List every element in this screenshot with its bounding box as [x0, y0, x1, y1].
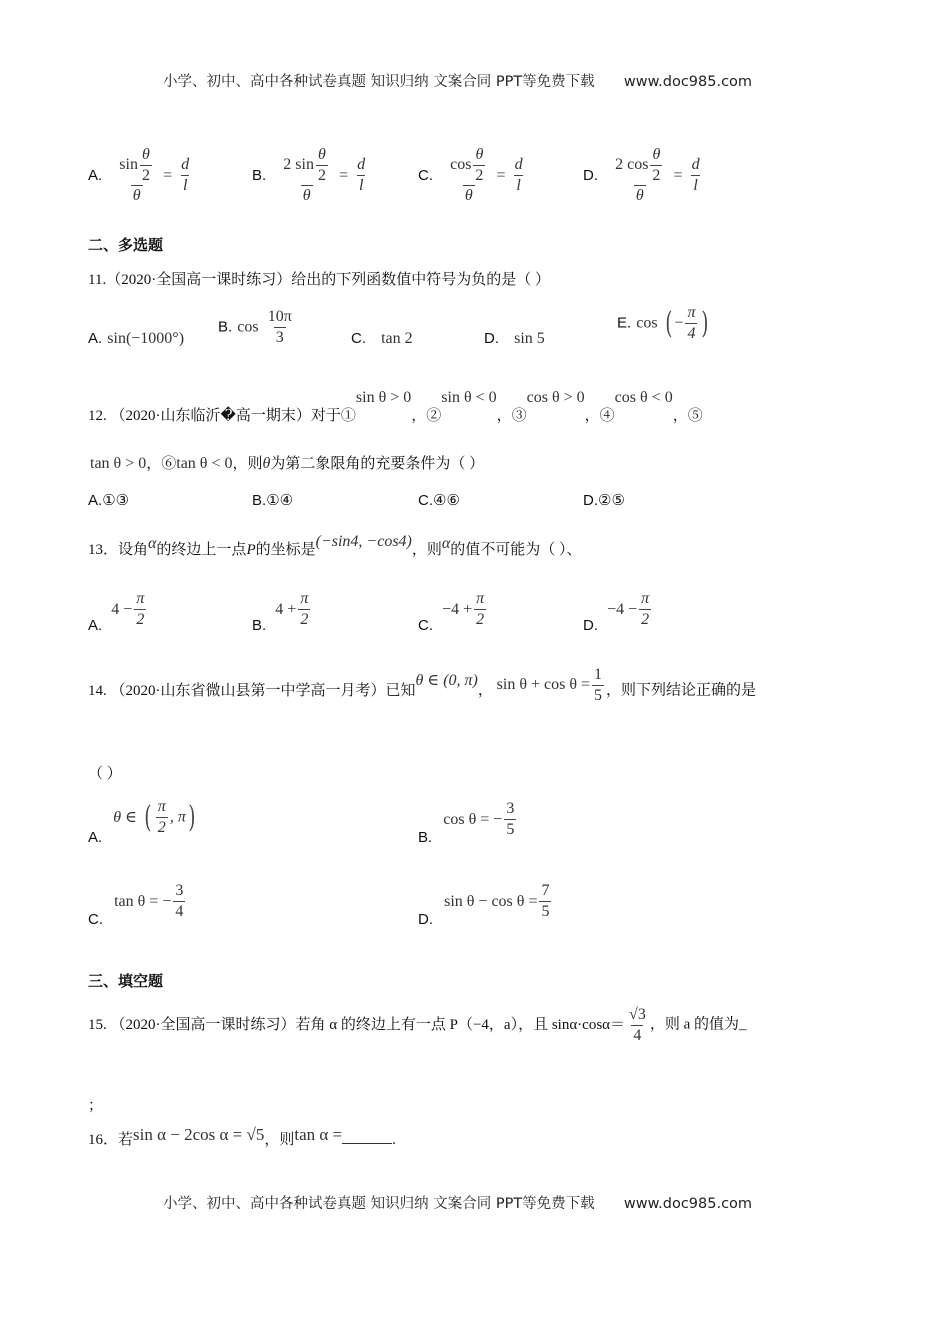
fraction: [266, 308, 294, 346]
tan-alpha: tan α =: [294, 1125, 343, 1144]
left-paren: (: [665, 305, 673, 341]
fraction: [504, 800, 516, 838]
sep: ，④: [584, 408, 615, 424]
numerator: [448, 146, 489, 185]
func: sin: [295, 155, 314, 173]
fraction: [298, 590, 310, 628]
coef: 2: [615, 155, 624, 173]
cond-1: sin θ > 0: [355, 389, 412, 406]
q11-option-e: [617, 304, 711, 342]
denominator: 2: [641, 610, 650, 628]
q13-option-d: [583, 590, 653, 634]
denominator: 4: [687, 324, 696, 342]
condition-domain: θ ∈ (0, π): [415, 671, 478, 689]
numerator: 3: [506, 800, 515, 817]
half: 2: [475, 166, 484, 184]
denominator: 5: [506, 820, 515, 838]
header-url[interactable]: www.doc985.com: [623, 74, 753, 90]
l: l: [693, 176, 698, 194]
q12-line1: [88, 386, 703, 424]
fraction: [117, 146, 156, 205]
q10-option-b: [252, 146, 369, 205]
option-math: sin 5: [514, 330, 545, 347]
alpha: α: [148, 535, 157, 552]
denominator: 2: [157, 818, 166, 836]
half: 2: [652, 166, 661, 184]
numerator: π: [136, 590, 145, 607]
denominator: 3: [275, 328, 284, 346]
ratio: [690, 156, 702, 194]
fraction: [173, 882, 185, 920]
lhs: tan θ = −: [114, 892, 172, 910]
option-label: C.: [418, 616, 433, 634]
q13-option-c: [418, 590, 488, 634]
q10-option-c: [418, 146, 527, 205]
fraction: [539, 882, 551, 920]
numerator: 3: [175, 882, 184, 899]
pre: 16．若: [88, 1132, 134, 1148]
numerator: 7: [541, 882, 550, 899]
func: cos: [237, 318, 259, 336]
numerator: π: [687, 304, 696, 321]
q11-option-a: [88, 328, 184, 348]
denominator: 4: [175, 902, 184, 920]
ratio: [513, 156, 525, 194]
stem: 15. （2020·全国高一课时练习）若角 α 的终边上有一点 P（−4，a），且 sinα·cosα＝: [88, 1016, 626, 1033]
half-angle: [473, 146, 485, 184]
cond-6: tan θ < 0: [176, 455, 233, 472]
option-label: D.: [583, 492, 598, 509]
denominator: θ: [635, 187, 644, 205]
option-label: B.: [252, 166, 267, 184]
alpha: α: [441, 535, 451, 552]
pre: 4 −: [111, 600, 133, 618]
d: d: [181, 156, 190, 174]
option-label: C.: [418, 166, 433, 184]
option-text: ①④: [266, 493, 294, 509]
pre: 4 +: [275, 600, 297, 618]
numerator: [281, 146, 332, 185]
q14-option-b: [418, 800, 518, 846]
footer-text: 小学、初中、高中各种试卷真题 知识归纳 文案合同 PPT等免费下载: [163, 1196, 595, 1212]
left-paren: (: [144, 799, 152, 835]
half-angle: [316, 146, 328, 184]
option-label: B.: [218, 318, 233, 336]
stem: 的坐标是: [255, 542, 316, 558]
equals: =: [339, 166, 349, 184]
denominator: 5: [541, 902, 550, 920]
option-label: C.: [418, 492, 433, 509]
page-footer: [163, 1192, 752, 1213]
numerator: π: [476, 590, 485, 607]
lhs: cos θ = −: [443, 810, 503, 828]
func: cos: [636, 314, 658, 332]
numerator: [117, 146, 156, 185]
option-label: B.: [418, 828, 433, 846]
option-math: tan 2: [381, 330, 413, 347]
half: 2: [317, 166, 326, 184]
condition-lhs: sin θ + cos θ =: [496, 675, 591, 693]
q14-option-a: [88, 798, 198, 846]
option-label: A.: [88, 166, 103, 184]
half-angle: [140, 146, 152, 184]
fraction: [592, 666, 604, 704]
cond-5: tan θ > 0: [90, 455, 147, 472]
section-title-multiple-choice: 二、多选题: [88, 236, 164, 254]
sep: ，③: [496, 408, 527, 424]
equals: =: [496, 166, 506, 184]
option-label: D.: [583, 166, 598, 184]
option-label: A.: [88, 492, 103, 509]
page-header: [163, 70, 752, 91]
q15-stem: [88, 1006, 746, 1044]
stem: 14. （2020·山东省微山县第一中学高一月考）已知: [88, 682, 416, 699]
q12-line2: [90, 452, 484, 473]
sep: ，②: [411, 408, 442, 424]
denominator: θ: [302, 187, 311, 205]
l: l: [358, 176, 364, 194]
var: θ: [318, 146, 326, 163]
footer-url[interactable]: www.doc985.com: [623, 1196, 753, 1212]
ratio: [355, 156, 367, 194]
minus: −: [674, 314, 684, 332]
fraction: [639, 590, 651, 628]
q15-line2: ；: [88, 1098, 104, 1114]
option-label: A.: [88, 330, 103, 347]
q10-option-d: [583, 146, 704, 205]
sep: ，⑤: [672, 408, 703, 424]
stem: 的值不可能为（ ）、: [450, 542, 582, 558]
denominator: θ: [132, 187, 141, 205]
equals: =: [673, 166, 683, 184]
q12-option-b: [252, 490, 293, 510]
answer-blank[interactable]: [342, 1131, 392, 1144]
section-title-fill-in: 三、填空题: [88, 972, 164, 990]
fraction: [281, 146, 332, 205]
option-label: C.: [88, 910, 103, 928]
option-text: ①③: [102, 493, 130, 509]
half-angle: [650, 146, 662, 184]
q14-option-d: [418, 882, 553, 928]
option-label: C.: [351, 330, 366, 347]
option-label: E.: [617, 314, 632, 332]
pre: −4 −: [607, 600, 638, 618]
q11-option-c: [351, 328, 413, 348]
numerator: √3: [629, 1006, 646, 1023]
denominator: 5: [594, 686, 603, 704]
ratio: [179, 156, 191, 194]
option-label: D.: [583, 616, 598, 634]
option-label: B.: [252, 492, 267, 509]
denominator: 2: [136, 610, 145, 628]
l: l: [182, 176, 188, 194]
sep: ，⑥: [146, 456, 177, 472]
numerator: π: [300, 590, 309, 607]
option-math: sin(−1000°): [107, 330, 185, 347]
question: 为第二象限角的充要条件为（ ）: [270, 456, 485, 472]
q11-option-b: [218, 308, 296, 346]
l: l: [516, 176, 521, 194]
right-paren: ): [188, 799, 196, 835]
var: θ: [652, 146, 661, 163]
fraction: [474, 590, 486, 628]
lhs: sin θ − cos θ =: [444, 892, 538, 910]
denominator: 4: [633, 1026, 642, 1044]
numerator: 1: [594, 666, 603, 683]
q16-stem: [88, 1125, 396, 1149]
q11-stem: 11.（2020·全国高一课时练习）给出的下列函数值中符号为负的是（ ）: [88, 272, 550, 288]
coordinates: (−sin4, −cos4): [315, 533, 412, 550]
denominator: 2: [300, 610, 309, 628]
rest: , π: [169, 808, 186, 826]
right-paren: ): [701, 305, 709, 341]
q10-option-a: [88, 146, 193, 205]
comma: ，: [477, 682, 493, 699]
fraction: [627, 1006, 648, 1044]
q13-option-a: [88, 590, 148, 634]
q14-paren: （ ）: [88, 766, 122, 782]
numerator: 10π: [267, 308, 292, 325]
var: θ: [142, 146, 150, 163]
cond-2: sin θ < 0: [441, 389, 497, 406]
numerator: π: [157, 798, 166, 815]
fraction: [134, 590, 146, 628]
q12-stem: 12. （2020·山东临沂�高一期末）对于①: [88, 408, 356, 424]
fraction: [685, 304, 697, 342]
equation: sin α − 2cos α = √5: [133, 1125, 265, 1144]
fraction: [613, 146, 666, 205]
func: cos: [450, 155, 472, 173]
point-p: P: [246, 542, 256, 558]
d: d: [357, 156, 366, 174]
q13-stem: [88, 533, 582, 559]
stem: 的终边上一点: [156, 542, 247, 558]
option-label: D.: [418, 910, 433, 928]
equals: =: [163, 166, 173, 184]
coef: 2: [283, 155, 292, 173]
theta: θ: [262, 455, 271, 472]
pre: −4 +: [442, 600, 473, 618]
d: d: [691, 156, 700, 174]
half: 2: [141, 166, 150, 184]
denominator: θ: [464, 187, 473, 205]
d: d: [514, 156, 523, 174]
end: .: [392, 1132, 396, 1148]
stem: ，则: [411, 542, 442, 558]
numerator: π: [641, 590, 650, 607]
stem: ，则 a 的值为_: [649, 1016, 747, 1033]
q12-option-a: [88, 490, 129, 510]
var: θ: [475, 146, 484, 163]
cond-4: cos θ < 0: [614, 389, 673, 406]
denominator: 2: [476, 610, 485, 628]
option-text: ④⑥: [433, 493, 460, 509]
cond-3: cos θ > 0: [526, 389, 585, 406]
q13-option-b: [252, 590, 312, 634]
fraction: [448, 146, 489, 205]
option-text: ②⑤: [598, 493, 625, 509]
q14-option-c: [88, 882, 187, 928]
q14-stem: [88, 666, 757, 710]
option-label: D.: [484, 330, 499, 347]
option-label: A.: [88, 616, 103, 634]
q12-option-d: [583, 490, 625, 510]
q11-option-d: [484, 328, 545, 348]
func: cos: [627, 155, 649, 173]
then: ，则: [232, 456, 263, 472]
header-text: 小学、初中、高中各种试卷真题 知识归纳 文案合同 PPT等免费下载: [163, 74, 595, 90]
option-label: B.: [252, 616, 267, 634]
stem: 13．设角: [88, 542, 149, 558]
func: sin: [119, 155, 138, 173]
option-label: A.: [88, 828, 103, 846]
mid: ，则: [264, 1132, 295, 1148]
stem: ，则下列结论正确的是: [606, 682, 757, 699]
q12-option-c: [418, 490, 460, 510]
lhs: θ ∈: [113, 808, 137, 826]
fraction: [156, 798, 168, 836]
numerator: [613, 146, 666, 185]
